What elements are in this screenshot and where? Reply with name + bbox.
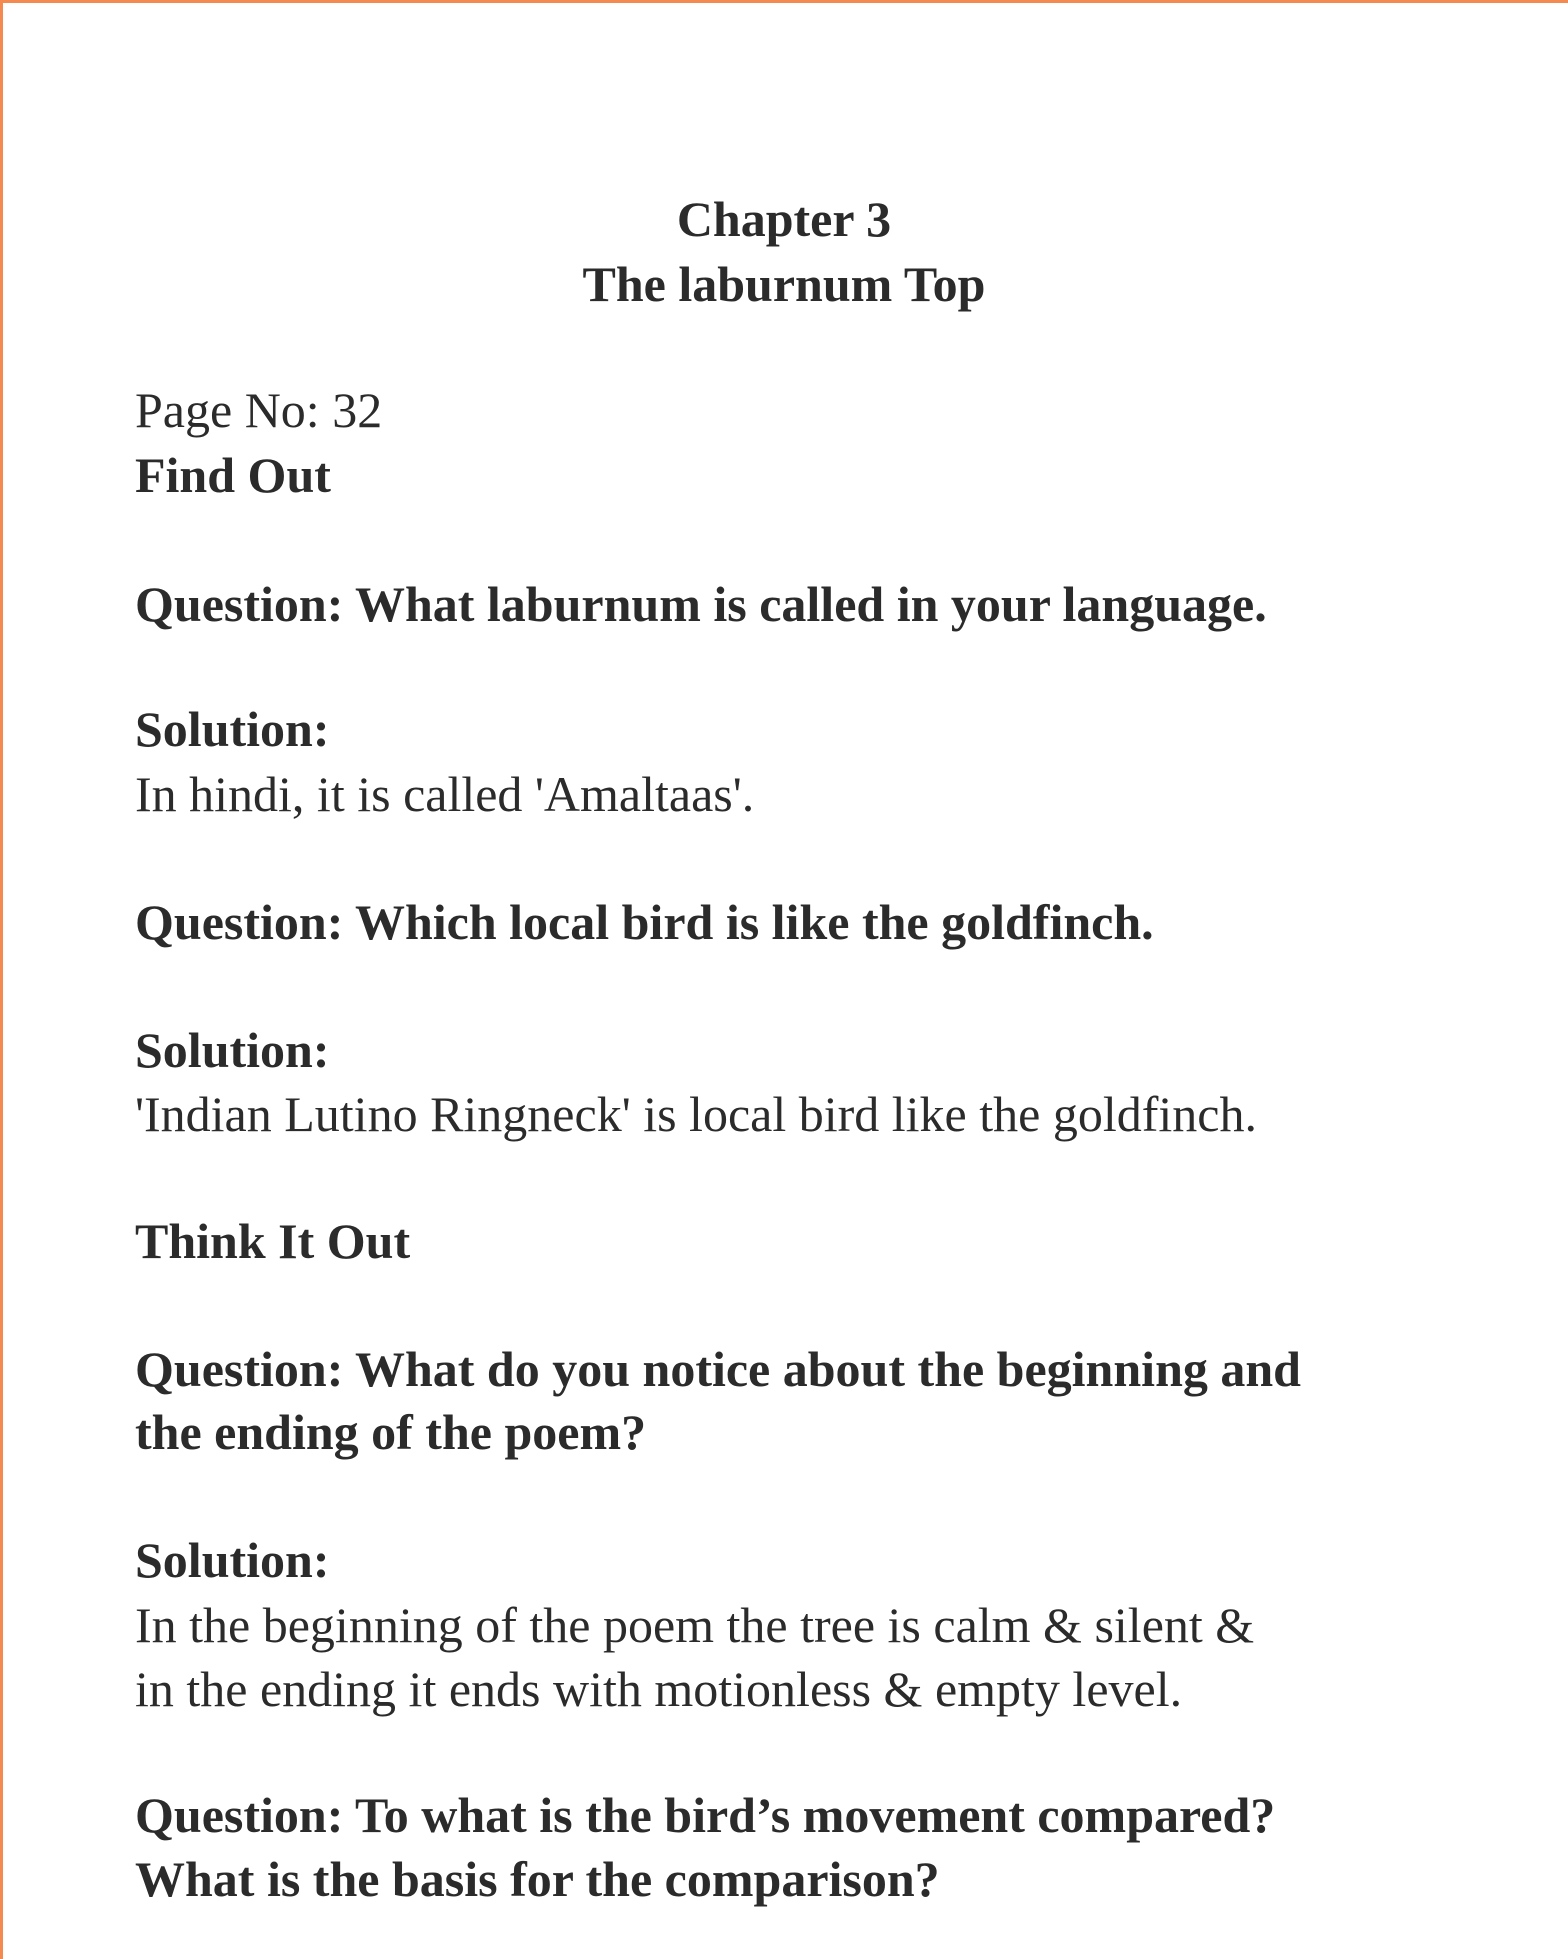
section-heading-think-it-out: Think It Out (135, 1213, 411, 1269)
question-4-line-2: What is the basis for the comparison? (135, 1851, 940, 1907)
question-2: Question: Which local bird is like the goldfinch. (135, 894, 1154, 950)
chapter-title: The laburnum Top (582, 256, 986, 312)
question-1: Question: What laburnum is called in your language. (135, 576, 1267, 632)
answer-3-line-1: In the beginning of the poem the tree is calm & silent & (135, 1597, 1255, 1653)
question-3-line-2: the ending of the poem? (135, 1404, 647, 1460)
question-3-line-1: Question: What do you notice about the beginning and (135, 1341, 1301, 1397)
question-4-line-1: Question: To what is the bird’s movement compared? (135, 1787, 1276, 1843)
answer-1: In hindi, it is called 'Amaltaas'. (135, 766, 755, 822)
solution-label: Solution: (135, 701, 330, 757)
answer-2: 'Indian Lutino Ringneck' is local bird like the goldfinch. (135, 1086, 1257, 1142)
page-number: Page No: 32 (135, 382, 383, 438)
section-heading-find-out: Find Out (135, 447, 331, 503)
solution-label: Solution: (135, 1532, 330, 1588)
answer-3-line-2: in the ending it ends with motionless & empty level. (135, 1661, 1183, 1717)
chapter-number: Chapter 3 (676, 191, 892, 247)
solution-label: Solution: (135, 1022, 330, 1078)
